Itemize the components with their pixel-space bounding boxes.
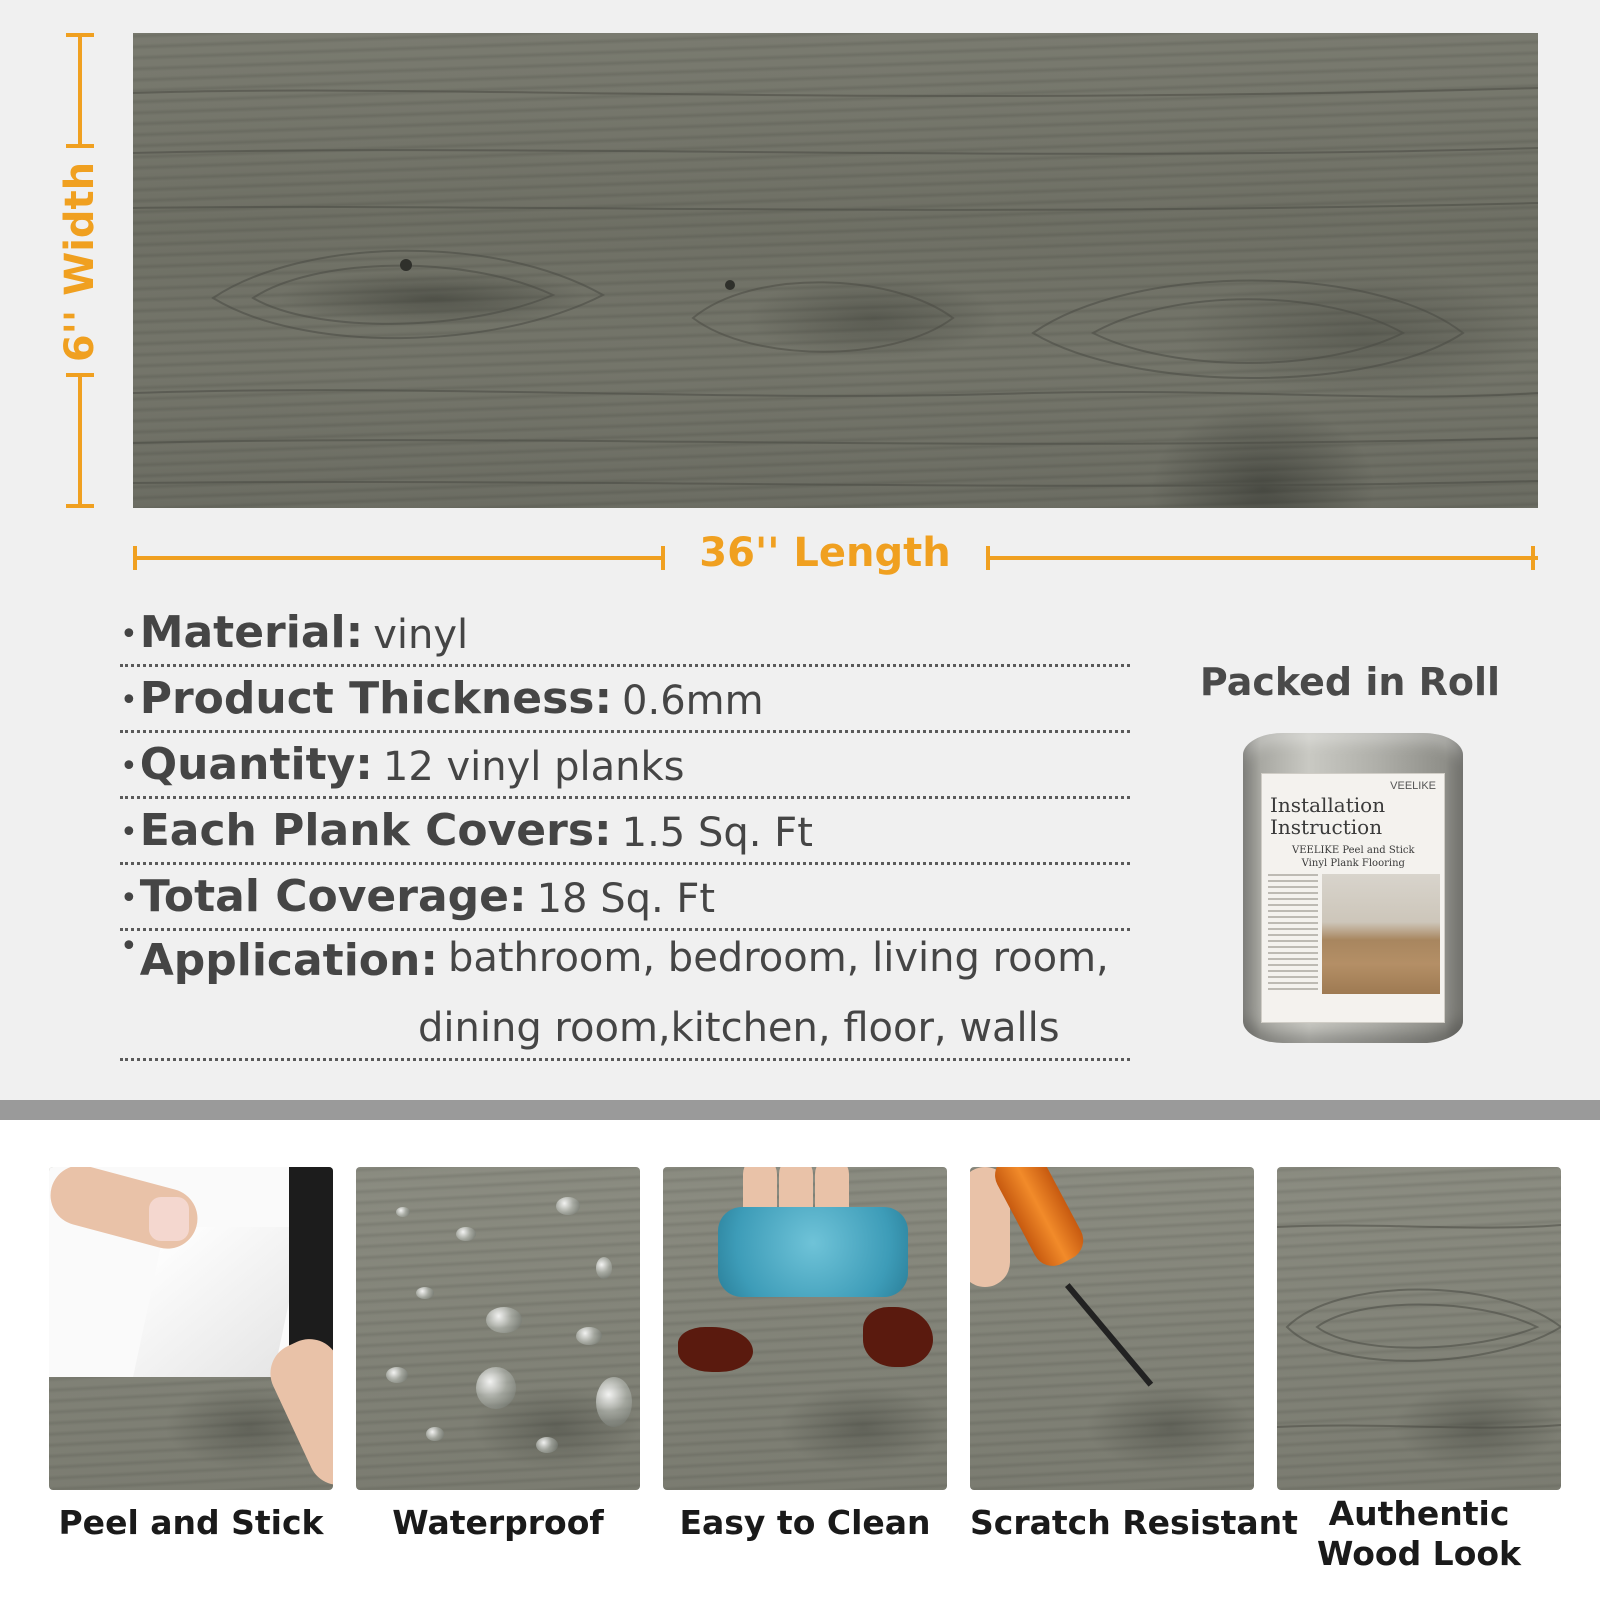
water-drop [416, 1287, 434, 1299]
roll-heading-line2: Instruction [1270, 815, 1383, 839]
wood-grain-lines [1277, 1167, 1561, 1490]
spec-row-total-coverage [120, 865, 1130, 931]
bullet: • [120, 815, 138, 850]
spill [863, 1307, 933, 1367]
bullet: • [120, 617, 138, 652]
feature-label: Easy to Clean [679, 1503, 931, 1542]
width-cap-bottom [66, 504, 94, 508]
spec-value: 12 vinyl planks [382, 744, 685, 790]
feature-label: Scratch Resistant [970, 1503, 1298, 1542]
bullet: • [120, 881, 138, 916]
width-line-top [78, 33, 82, 148]
water-drop [396, 1207, 410, 1217]
roll-heading [1270, 794, 1385, 838]
wood-grain-lines [133, 33, 1538, 508]
spec-row-quantity [120, 733, 1130, 799]
water-drop [476, 1367, 516, 1409]
length-cap-right [1531, 546, 1535, 570]
roll-label [1261, 773, 1445, 1023]
length-label: 36'' Length [699, 530, 951, 576]
spec-key: Each Plank Covers: [139, 805, 612, 856]
sponge-photo-icon [663, 1167, 947, 1490]
spec-row-plank-coverage [120, 799, 1130, 865]
bullet: • [120, 683, 138, 718]
spec-row-thickness [120, 667, 1130, 733]
water-drop [596, 1257, 612, 1279]
section-divider [0, 1100, 1600, 1120]
feature-peel-and-stick [49, 1167, 333, 1542]
width-cap-mid-top [66, 144, 94, 148]
water-drop [386, 1367, 408, 1383]
bullet: • [120, 749, 138, 784]
peel-photo-icon [49, 1167, 333, 1490]
feature-waterproof [356, 1167, 640, 1542]
water-drop [556, 1197, 580, 1215]
feature-label: Waterproof [392, 1503, 604, 1542]
feature-label [1277, 1494, 1561, 1574]
spec-list [120, 605, 1130, 1061]
spec-value: 18 Sq. Ft [536, 876, 716, 922]
roll-text-block [1268, 874, 1318, 994]
length-cap-mid-left [661, 546, 665, 570]
water-drop [536, 1437, 558, 1453]
roll-product-image [1243, 733, 1463, 1043]
spec-value: vinyl [373, 612, 469, 658]
spec-key: Total Coverage: [139, 871, 527, 922]
water-drops-photo-icon [356, 1167, 640, 1490]
packed-title: Packed in Roll [1199, 660, 1501, 704]
water-drop [486, 1307, 522, 1333]
roll-sub-line1: VEELIKE Peel and Stick [1292, 845, 1415, 856]
roll-heading-line1: Installation [1270, 793, 1386, 817]
wood-plank-image [133, 33, 1538, 508]
water-drop [456, 1227, 476, 1241]
water-drop [576, 1327, 602, 1345]
feature-label: Peel and Stick [58, 1503, 324, 1542]
screwdriver-shaft [1065, 1283, 1153, 1386]
width-label: 6'' Width [57, 161, 103, 363]
feature-easy-to-clean [663, 1167, 947, 1542]
roll-subtitle [1292, 844, 1415, 870]
screwdriver-photo-icon [970, 1167, 1254, 1490]
roll-sub-line2: Vinyl Plank Flooring [1301, 858, 1405, 869]
feature-scratch-resistant [970, 1167, 1298, 1542]
spec-row-material [120, 605, 1130, 667]
spec-value: bathroom, bedroom, living room, [447, 935, 1109, 981]
spec-key: Product Thickness: [139, 673, 613, 724]
spill [678, 1327, 753, 1372]
length-line-right [986, 556, 1538, 560]
spec-key: Application: [139, 935, 438, 986]
spec-row-application [120, 931, 1130, 1061]
roll-brand: VEELIKE [1390, 780, 1436, 792]
water-drop [426, 1427, 444, 1441]
wood-grain-photo-icon [1277, 1167, 1561, 1490]
roll-room-photo [1322, 874, 1440, 994]
bullet: • [120, 929, 138, 964]
nail [149, 1197, 189, 1241]
sponge [718, 1207, 908, 1297]
spec-value: 0.6mm [622, 678, 764, 724]
spec-value-line2: dining room,kitchen, floor, walls [418, 1005, 1060, 1051]
spec-key: Material: [139, 607, 364, 658]
feature-label-line1: Authentic [1328, 1494, 1510, 1533]
feature-authentic-wood-look [1277, 1167, 1561, 1574]
spec-value: 1.5 Sq. Ft [621, 810, 813, 856]
spec-key: Quantity: [139, 739, 373, 790]
water-drop [596, 1377, 632, 1427]
feature-label-line2: Wood Look [1317, 1534, 1521, 1573]
width-line-bottom [78, 373, 82, 508]
length-line-left [133, 556, 665, 560]
